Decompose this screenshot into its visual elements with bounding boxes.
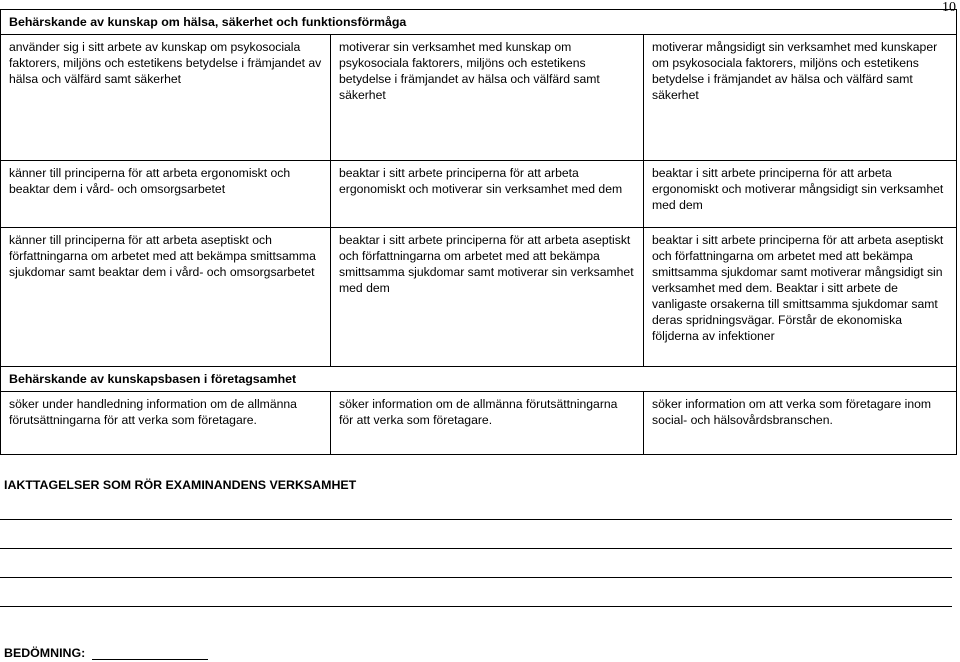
criteria-cell-level1: använder sig i sitt arbete av kunskap om psykosociala faktorers, miljöns och estetikens betydelse i främjandet av hälsa och välfärd samt säkerhet xyxy=(1,35,331,161)
criteria-cell-level2: beaktar i sitt arbete principerna för att arbeta aseptiskt och författningarna om arbetet med att bekämpa smittsamma sjukdomar samt motiverar sin verksamhet med dem xyxy=(331,228,644,367)
observation-line[interactable] xyxy=(0,606,952,607)
assessment-criteria-table xyxy=(0,9,957,455)
criteria-cell-level3: söker information om att verka som företagare inom social- och hälsovårdsbranschen. xyxy=(644,392,957,455)
table-row xyxy=(1,392,957,455)
section-title-business: Behärskande av kunskapsbasen i företagsamhet xyxy=(1,367,957,392)
criteria-cell-level3: beaktar i sitt arbete principerna för att arbeta ergonomiskt och motiverar mångsidigt sin verksamhet med dem xyxy=(644,161,957,228)
observations-title: IAKTTAGELSER SOM RÖR EXAMINANDENS VERKSAMHET xyxy=(4,478,357,492)
section-title-health: Behärskande av kunskap om hälsa, säkerhet och funktionsförmåga xyxy=(1,10,957,35)
table-row xyxy=(1,228,957,367)
page-number: 10 xyxy=(942,0,956,15)
criteria-cell-level1: söker under handledning information om de allmänna förutsättningarna för att verka som företagare. xyxy=(1,392,331,455)
table-row xyxy=(1,35,957,161)
section-header-health xyxy=(1,10,957,35)
criteria-cell-level3: beaktar i sitt arbete principerna för att arbeta aseptiskt och författningarna om arbetet med att bekämpa smittsamma sjukdomar samt motiverar mångsidigt sin verksamhet med dem. Beaktar i sitt arbete de vanligaste orsakerna till smittsamma sjukdomar samt deras spridningsvägar. Förstår de ekonomiska följderna av infektioner xyxy=(644,228,957,367)
criteria-cell-level2: söker information om de allmänna förutsättningarna för att verka som företagare. xyxy=(331,392,644,455)
grade-label: BEDÖMNING: xyxy=(4,646,86,660)
criteria-cell-level1: känner till principerna för att arbeta aseptiskt och författningarna om arbetet med att bekämpa smittsamma sjukdomar samt beaktar dem i vård- och omsorgsarbetet xyxy=(1,228,331,367)
criteria-cell-level2: motiverar sin verksamhet med kunskap om psykosociala faktorers, miljöns och estetikens betydelse i främjandet av hälsa och välfärd samt säkerhet xyxy=(331,35,644,161)
grade-input-line[interactable] xyxy=(92,659,208,660)
observation-line[interactable] xyxy=(0,577,952,578)
table-row xyxy=(1,161,957,228)
observation-line[interactable] xyxy=(0,548,952,549)
criteria-cell-level1: känner till principerna för att arbeta ergonomiskt och beaktar dem i vård- och omsorgsarbetet xyxy=(1,161,331,228)
criteria-cell-level2: beaktar i sitt arbete principerna för att arbeta ergonomiskt och motiverar sin verksamhet med dem xyxy=(331,161,644,228)
observation-line[interactable] xyxy=(0,519,952,520)
criteria-cell-level3: motiverar mångsidigt sin verksamhet med kunskaper om psykosociala faktorers, miljöns och estetikens betydelse i främjandet av hälsa och välfärd samt säkerhet xyxy=(644,35,957,161)
section-header-business xyxy=(1,367,957,392)
